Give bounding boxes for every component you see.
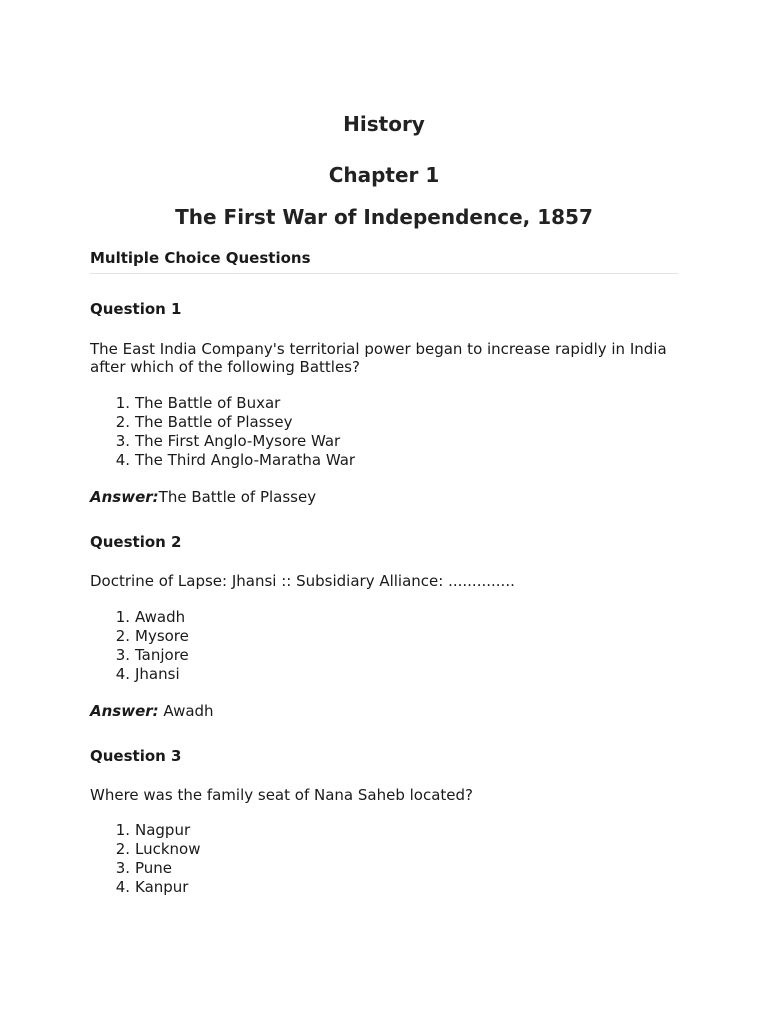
answer-label: Answer: — [90, 488, 159, 506]
answer-line — [90, 488, 316, 506]
question-text: Where was the family seat of Nana Saheb located? — [90, 786, 473, 804]
option-item — [90, 821, 201, 840]
option-list — [90, 608, 189, 684]
option-number: 3. — [115, 859, 130, 877]
question-heading: Question 2 — [90, 533, 182, 551]
subject-title: History — [343, 112, 425, 136]
option-text: The Battle of Buxar — [135, 394, 281, 412]
option-text: Lucknow — [135, 840, 201, 858]
section-divider — [90, 273, 678, 274]
chapter-title: The First War of Independence, 1857 — [175, 205, 593, 229]
option-number: 1. — [115, 821, 130, 839]
option-number: 2. — [115, 627, 130, 645]
option-list — [90, 394, 355, 470]
question-heading: Question 1 — [90, 300, 182, 318]
option-text: Kanpur — [135, 878, 189, 896]
question-heading: Question 3 — [90, 747, 182, 765]
option-text: The Battle of Plassey — [135, 413, 293, 431]
option-text: Tanjore — [135, 646, 189, 664]
option-text: Mysore — [135, 627, 189, 645]
option-number: 4. — [115, 451, 130, 469]
question-text: The East India Company's territorial power began to increase rapidly in India after which of the following Battles? — [90, 340, 667, 376]
option-item — [90, 859, 201, 878]
section-heading: Multiple Choice Questions — [90, 249, 311, 267]
answer-line — [90, 702, 214, 720]
option-list — [90, 821, 201, 897]
option-text: The Third Anglo-Maratha War — [135, 451, 356, 469]
answer-label: Answer: — [90, 702, 159, 720]
option-item — [90, 451, 355, 470]
option-number: 1. — [115, 608, 130, 626]
option-number: 4. — [115, 878, 130, 896]
option-text: Nagpur — [135, 821, 191, 839]
option-number: 2. — [115, 413, 130, 431]
option-item — [90, 665, 189, 684]
option-text: Jhansi — [135, 665, 180, 683]
answer-text: Awadh — [158, 702, 214, 720]
option-number: 4. — [115, 665, 130, 683]
option-text: Awadh — [135, 608, 186, 626]
answer-text: The Battle of Plassey — [158, 488, 317, 506]
option-item — [90, 878, 201, 897]
option-item — [90, 627, 189, 646]
option-item — [90, 394, 355, 413]
option-number: 2. — [115, 840, 130, 858]
question-text: Doctrine of Lapse: Jhansi :: Subsidiary Alliance: .............. — [90, 572, 515, 590]
option-text: The First Anglo-Mysore War — [135, 432, 341, 450]
option-text: Pune — [135, 859, 173, 877]
option-item — [90, 646, 189, 665]
option-item — [90, 432, 355, 451]
option-item — [90, 608, 189, 627]
option-number: 3. — [115, 432, 130, 450]
option-item — [90, 413, 355, 432]
chapter-number: Chapter 1 — [328, 163, 440, 187]
option-item — [90, 840, 201, 859]
option-number: 1. — [115, 394, 130, 412]
option-number: 3. — [115, 646, 130, 664]
